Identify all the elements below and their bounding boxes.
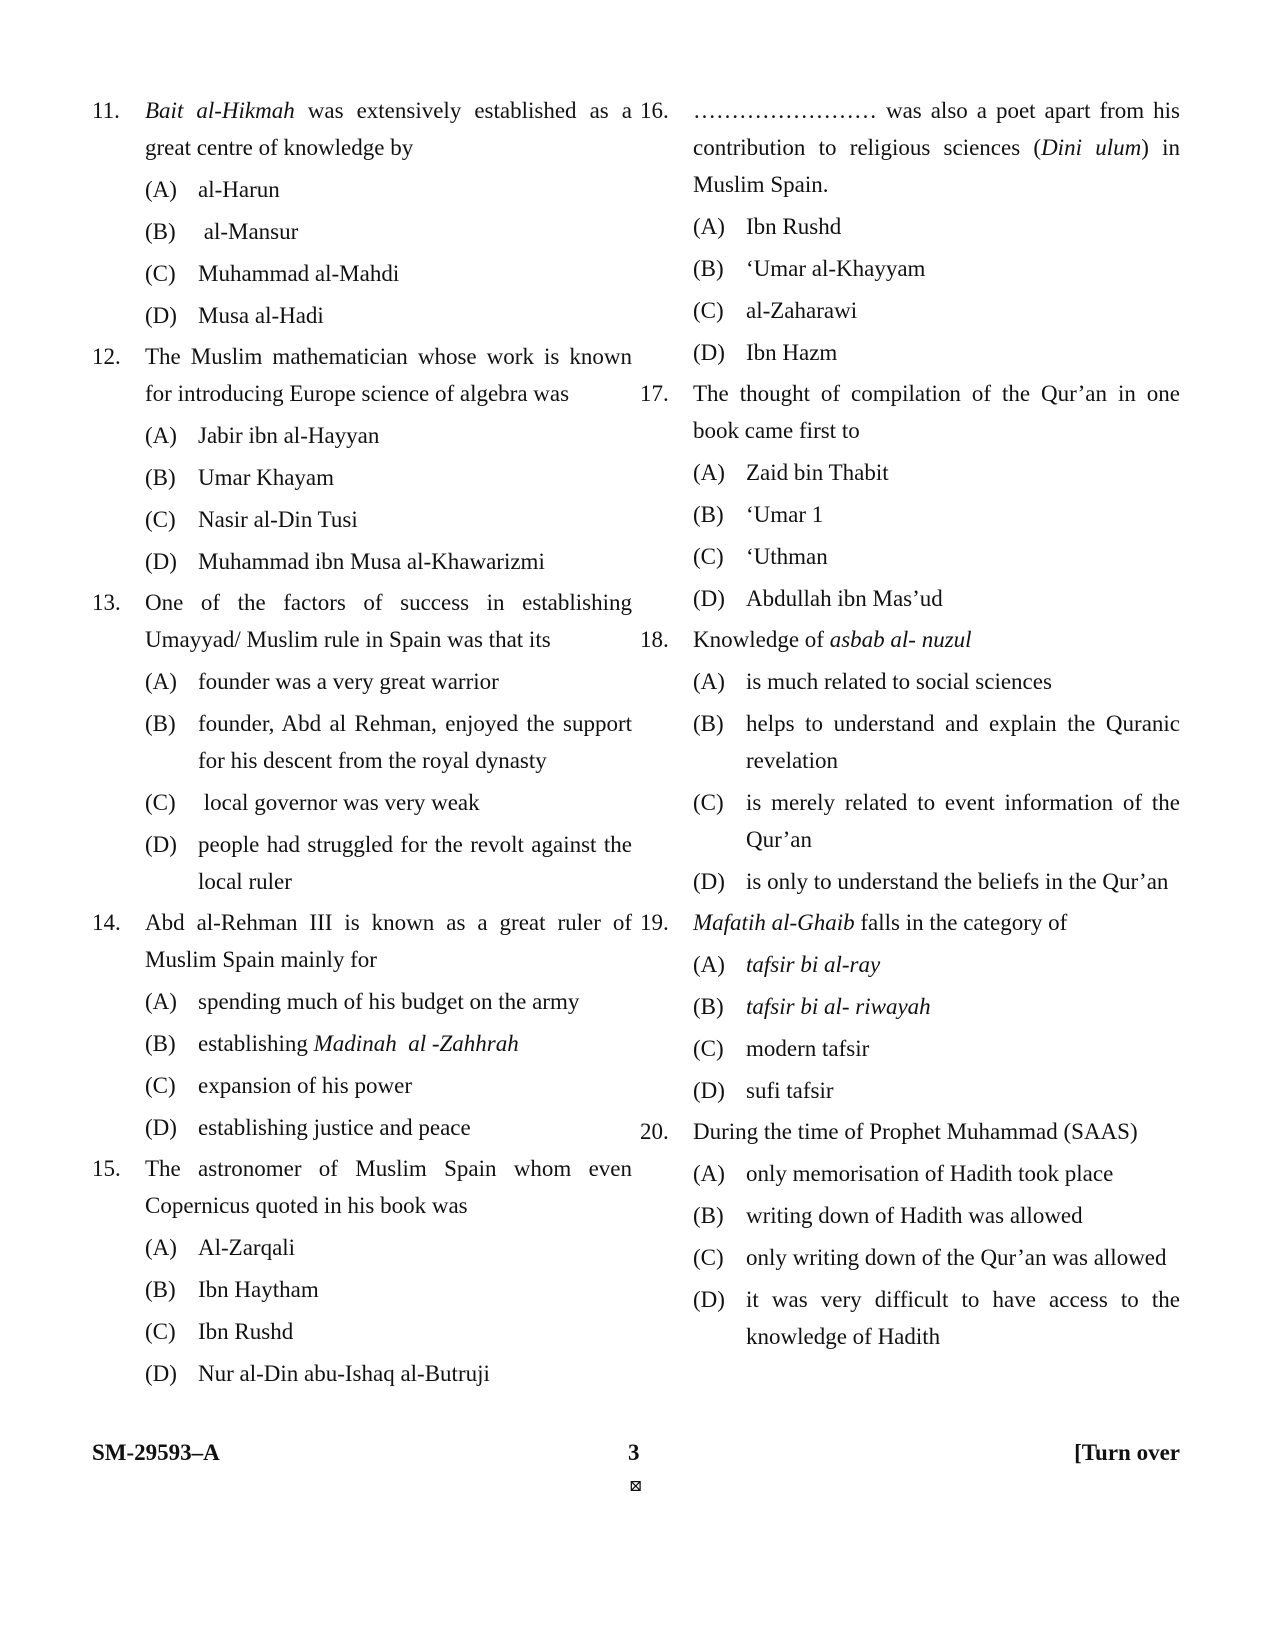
question-text-italic: Dini ulum [1041,135,1142,160]
option [693,208,1180,245]
option-text-part: al-Zaharawi [746,298,858,323]
option-label: (B) [693,256,724,281]
option-label: (A) [693,952,725,977]
question-row [640,1113,1180,1150]
question-row [92,1150,632,1224]
question [92,92,632,334]
option-label: (B) [145,1031,176,1056]
option [693,946,1180,983]
question-text-part: The Muslim mathematician whose work is known for introducing Europe science of algebra was [145,344,632,406]
option-text [198,543,632,580]
question-text [145,338,632,412]
option-text [746,1072,1180,1109]
option-label: (D) [693,340,725,365]
option-text-part: is much related to social sciences [746,669,1052,694]
option-text [746,1155,1180,1192]
option-text [746,663,1180,700]
option-text [746,1030,1180,1067]
option-text [198,1355,632,1392]
option-label: (A) [145,423,177,448]
option-text-part: people had struggled for the revolt against the local ruler [198,832,638,894]
option-text [198,501,632,538]
option-text-part: Jabir ibn al-Hayyan [198,423,380,448]
option-text [198,663,632,700]
option-label: (C) [693,1245,724,1270]
option-label: (C) [145,790,176,815]
option-text [198,826,638,900]
option-text [198,297,632,334]
option [145,1067,632,1104]
question-number: 12. [92,344,121,369]
option-label: (A) [145,989,177,1014]
option [145,213,632,250]
option [145,459,632,496]
option-text-part: Umar Khayam [198,465,335,490]
option-text [746,250,1180,287]
option-text [198,171,632,208]
question [92,584,638,900]
question-text [693,621,1180,658]
option-text-part: it was very difficult to have access to the knowledge of Hadith [746,1287,1186,1349]
question-text-part: One of the factors of success in establishing Umayyad/ Muslim rule in Spain was that its [145,590,632,652]
option [693,1239,1180,1276]
option-text [198,983,632,1020]
option [693,863,1180,900]
option-text-part: helps to understand and explain the Quranic revelation [746,711,1186,773]
option-text-italic: Madinah al -Zahhrah [313,1031,519,1056]
option-text [746,1239,1180,1276]
option-text [198,255,632,292]
option-text [746,334,1180,371]
question-text [145,92,632,166]
option [693,1155,1180,1192]
option-text [746,946,1180,983]
option [693,1030,1180,1067]
question-text-part: …………………… was also a poet apart from his contribution to religious sciences ( [693,98,1180,160]
option-text-italic: tafsir bi al-ray [746,952,881,977]
option [145,543,632,580]
paper-code: SM-29593–A [92,1440,220,1465]
question-text [693,375,1180,449]
option [145,784,632,821]
question-row [92,584,632,658]
option-label: (B) [693,1203,724,1228]
option [693,538,1180,575]
option [145,297,632,334]
question-text-part: The astronomer of Muslim Spain whom even Copernicus quoted in his book was [145,1156,632,1218]
option [145,1355,632,1392]
question-text [145,584,632,658]
option-text-part: ‘Uthman [746,544,828,569]
question-row [92,92,632,166]
option-label: (A) [693,1161,725,1186]
option-label: (C) [693,298,724,323]
question-text-part: During the time of Prophet Muhammad (SAAS) [693,1119,1138,1144]
option [145,1109,632,1146]
question-text [145,1150,632,1224]
question-number: 14. [92,910,121,935]
option-text-italic: tafsir bi al- riwayah [746,994,931,1019]
question-text-part: falls in the category of [854,910,1068,935]
option-text-part: Muhammad ibn Musa al-Khawarizmi [198,549,545,574]
option [145,171,632,208]
option-text [198,1067,632,1104]
option-text-part: ‘Umar al-Khayyam [746,256,926,281]
option-label: (B) [145,465,176,490]
option-text-part: founder, Abd al Rehman, enjoyed the support for his descent from the royal dynasty [198,711,638,773]
option-text-part: sufi tafsir [746,1078,834,1103]
option-label: (D) [145,1115,177,1140]
option-label: (B) [693,502,724,527]
option-text [746,1197,1180,1234]
option-text [746,863,1180,900]
option-text [198,784,632,821]
option-text-part: Zaid bin Thabit [746,460,889,485]
option [145,1229,632,1266]
option-text [746,988,1180,1025]
option [693,1197,1180,1234]
option-text [746,208,1180,245]
option [145,983,632,1020]
option [693,334,1180,371]
option-label: (A) [693,460,725,485]
option-label: (C) [145,507,176,532]
option-text-part: Nur al-Din abu-Ishaq al-Butruji [198,1361,490,1386]
option-text-part: al-Mansur [198,219,299,244]
question-number: 11. [92,98,120,123]
question-text-part: was extensively established as a great centre of knowledge by [145,98,632,160]
option-label: (C) [693,1036,724,1061]
turn-over-note: [Turn over [1074,1440,1180,1465]
option-label: (A) [145,177,177,202]
question-text [693,904,1180,941]
option-label: (B) [693,711,724,736]
option-text [198,1229,632,1266]
question-text-part: The thought of compilation of the Qur’an in one book came first to [693,381,1180,443]
option-label: (B) [693,994,724,1019]
question-row [92,904,632,978]
option-text-part: only writing down of the Qur’an was allowed [746,1245,1167,1270]
option-label: (A) [693,669,725,694]
option-text-part: Ibn Haytham [198,1277,319,1302]
question [640,904,1180,1109]
option-label: (C) [145,1073,176,1098]
question-number: 16. [640,98,669,123]
option-label: (B) [145,711,176,736]
question-number: 17. [640,381,669,406]
question-row [640,904,1180,941]
option [145,826,638,900]
option [693,1072,1180,1109]
question [640,375,1180,617]
option-text-part: founder was a very great warrior [198,669,499,694]
question-text-italic: Mafatih al-Ghaib [693,910,855,935]
option-text [746,1281,1186,1355]
option [145,417,632,454]
option-text-part: al-Harun [198,177,280,202]
question-number: 13. [92,590,121,615]
question-text-italic: Bait al-Hikmah [145,98,295,123]
option-text-part: Ibn Hazm [746,340,838,365]
question-number: 18. [640,627,669,652]
option-text [198,213,632,250]
question-row [640,621,1180,658]
option-label: (A) [693,214,725,239]
option-label: (A) [145,669,177,694]
option [693,454,1180,491]
option-label: (D) [693,1078,725,1103]
option-text [746,580,1180,617]
question-text-italic: asbab al- nuzul [829,627,972,652]
option-text-part: ‘Umar 1 [746,502,824,527]
option-text [198,1025,632,1062]
option-text-part: establishing justice and peace [198,1115,471,1140]
option-label: (D) [145,1361,177,1386]
option-label: (B) [145,1277,176,1302]
option-text-part: spending much of his budget on the army [198,989,580,1014]
option-text [746,292,1180,329]
option [693,705,1186,779]
box-mark-icon: ⊠ [629,1478,643,1495]
option [145,501,632,538]
option-label: (C) [693,544,724,569]
option [693,784,1186,858]
question-text [693,92,1180,203]
option-text [746,496,1180,533]
question-text [693,1113,1180,1150]
option-text [198,705,638,779]
option-label: (C) [693,790,724,815]
question [92,904,632,1146]
option-text [198,417,632,454]
option-text [198,459,632,496]
page-number: 3 [628,1440,640,1465]
option-text [746,538,1180,575]
option-text-part: establishing [198,1031,314,1056]
option-text [746,784,1186,858]
option-text-part: modern tafsir [746,1036,870,1061]
option [145,1025,632,1062]
question [92,1150,632,1392]
option [693,580,1180,617]
option [693,250,1180,287]
option [145,663,632,700]
option-label: (D) [693,586,725,611]
option-text-part: Al-Zarqali [198,1235,296,1260]
option-label: (D) [693,1287,725,1312]
question-row [640,375,1180,449]
option-text-part: Ibn Rushd [198,1319,294,1344]
question-row [640,92,1180,203]
question [92,338,632,580]
option-text-part: is merely related to event information of the Qur’an [746,790,1186,852]
option-text [746,705,1186,779]
option-text [746,454,1180,491]
option-text-part: is only to understand the beliefs in the Qur’an [746,869,1169,894]
option-text-part: Ibn Rushd [746,214,842,239]
option [693,496,1180,533]
option [693,1281,1186,1355]
option-label: (D) [145,303,177,328]
option-text-part: writing down of Hadith was allowed [746,1203,1083,1228]
option [145,1313,632,1350]
question-text-part: Knowledge of [693,627,830,652]
question [640,1113,1186,1355]
option-text [198,1109,632,1146]
question-number: 19. [640,910,669,935]
question-row [92,338,632,412]
option-label: (D) [145,549,177,574]
question-text-part: ) in Muslim Spain. [693,135,1180,197]
question [640,621,1186,900]
left-column [92,92,638,1392]
option-label: (C) [145,261,176,286]
question-number: 20. [640,1119,669,1144]
question [640,92,1180,371]
option-label: (A) [145,1235,177,1260]
option [693,663,1180,700]
option [693,292,1180,329]
option-text-part: Abdullah ibn Mas’ud [746,586,943,611]
option-label: (B) [145,219,176,244]
right-column [640,92,1186,1355]
option-text [198,1313,632,1350]
option-text-part: only memorisation of Hadith took place [746,1161,1114,1186]
question-text [145,904,632,978]
option-text-part: expansion of his power [198,1073,412,1098]
question-text-part: Abd al-Rehman III is known as a great ruler of Muslim Spain mainly for [145,910,632,972]
option [693,988,1180,1025]
option-text-part: Nasir al-Din Tusi [198,507,358,532]
option-text-part: Musa al-Hadi [198,303,324,328]
option [145,705,638,779]
option-label: (D) [145,832,177,857]
option-text-part: Muhammad al-Mahdi [198,261,400,286]
option-text-part: local governor was very weak [198,790,480,815]
option [145,1271,632,1308]
option [145,255,632,292]
option-label: (D) [693,869,725,894]
question-number: 15. [92,1156,121,1181]
option-label: (C) [145,1319,176,1344]
option-text [198,1271,632,1308]
